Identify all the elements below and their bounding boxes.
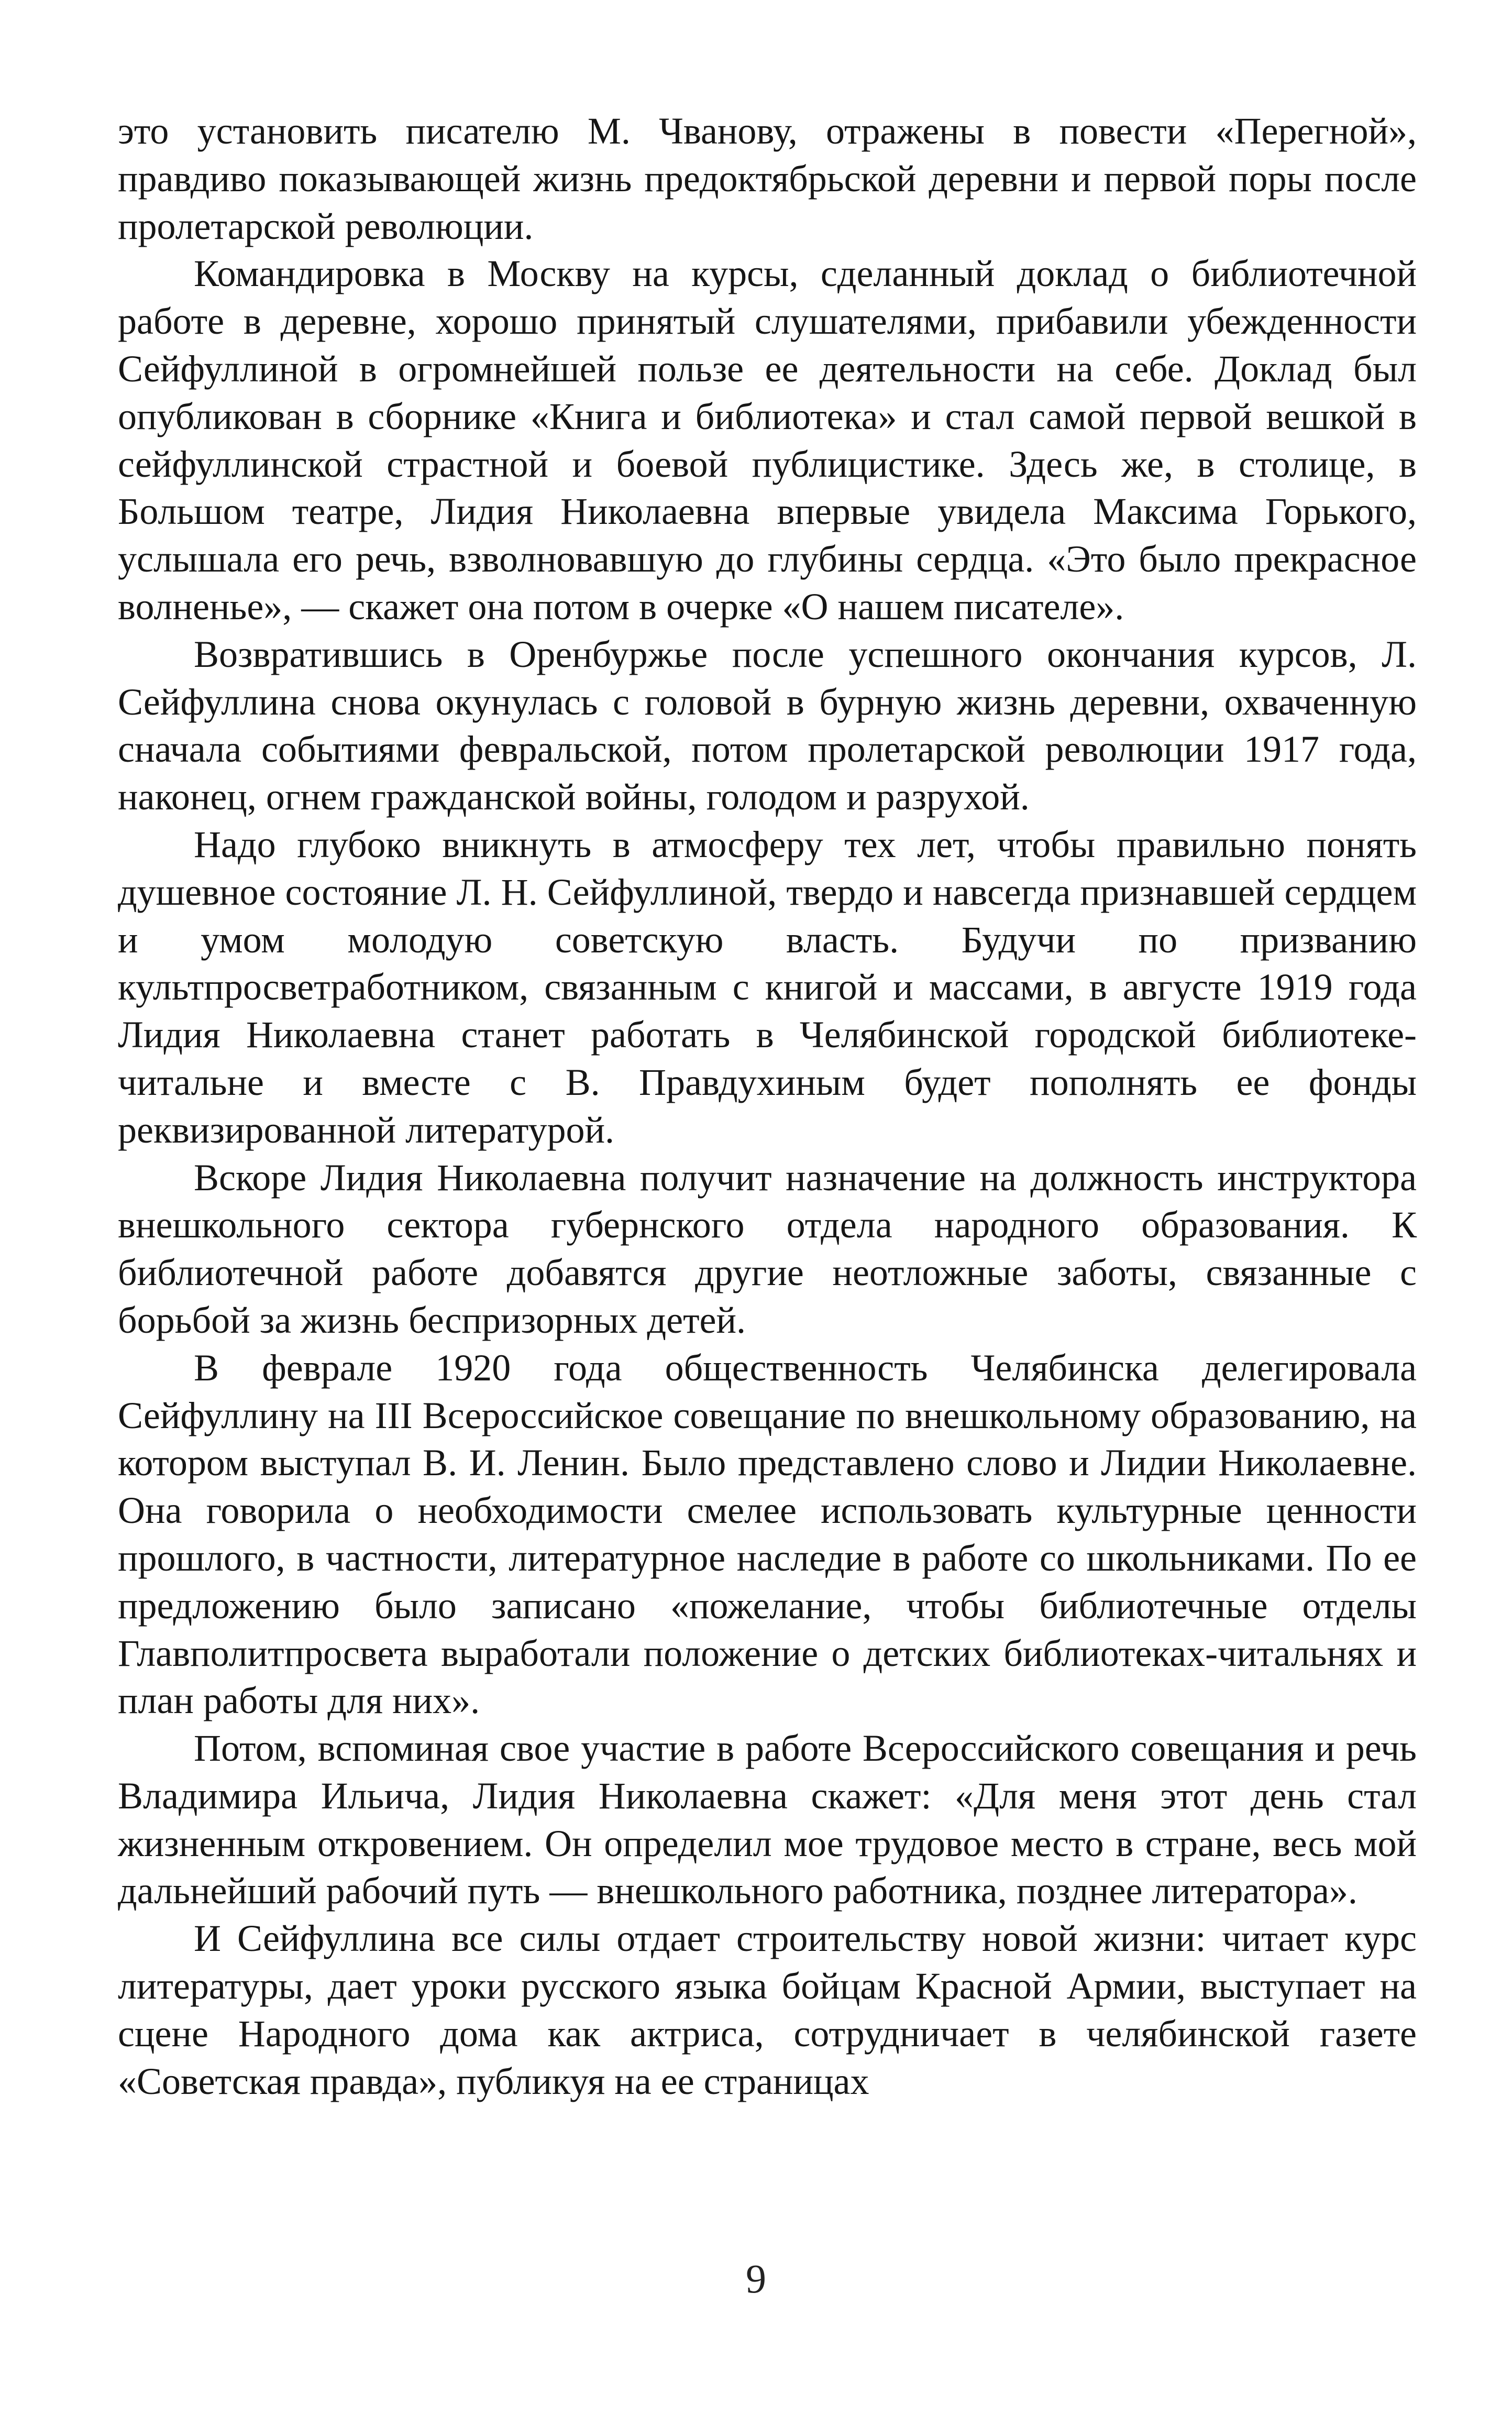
paragraph-instructor: Вскоре Лидия Николаевна получит назначение на должность инструктора внешкольного сектора губернского отдела народного образования. К библиотечной работе добавятся другие неотложные заботы, связанные с борьбой за жизнь беспризорных детей. [118,1156,1417,1341]
paragraph-continuation: это установить писателю М. Чванову, отражены в повести «Перегной», правдиво показывающей жизнь предоктябрьской деревни и первой поры после пролетарской революции. [118,110,1417,247]
paragraph-moscow-courses: Командировка в Москву на курсы, сделанный доклад о библиотечной работе в деревне, хорошо принятый слушателями, прибавили убежденности Сейфуллиной в огромнейшей пользе ее деятельности на себе. Доклад был опубликован в сборнике «Книга и библиотека» и стал самой первой вешкой в сейфуллинской страстной и боевой публицистике. Здесь же, в столице, в Большом театре, Лидия Николаевна впервые увидела Максима Горького, услышала его речь, взволновавшую до глубины сердца. «Это было прекрасное волненье», — скажет она потом в очерке «О нашем писателе». [118,253,1417,628]
page-text-body [118,107,1417,2105]
paragraph-return-orenburg: Возвратившись в Оренбуржье после успешного окончания курсов, Л. Сейфуллина снова окунулась с головой в бурную жизнь деревни, охваченную сначала событиями февральской, потом пролетарской революции 1917 года, наконец, огнем гражданской войны, голодом и разрухой. [118,633,1417,818]
paragraph-february-1920: В феврале 1920 года общественность Челябинска делегировала Сейфуллину на III Всероссийское совещание по внешкольному образованию, на котором выступал В. И. Ленин. Было представлено слово и Лидии Николаевне. Она говорила о необходимости смелее использовать культурные ценности прошлого, в частности, литературное наследие в работе со школьниками. По ее предложению было записано «пожелание, чтобы библиотечные отделы Главполитпросвета выработали положение о детских библиотеках-читальнях и план работы для них». [118,1346,1417,1722]
paragraph-recollection: Потом, вспоминая свое участие в работе Всероссийского совещания и речь Владимира Ильича, Лидия Николаевна скажет: «Для меня этот день стал жизненным откровением. Он определил мое трудовое место в стране, весь мой дальнейший рабочий путь — внешкольного работника, позднее литератора». [118,1727,1417,1912]
paragraph-new-life: И Сейфуллина все силы отдает строительству новой жизни: читает курс литературы, дает уроки русского языка бойцам Красной Армии, выступает на сцене Народного дома как актриса, сотрудничает в челябинской газете «Советская правда», публикуя на ее страницах [118,1917,1417,2102]
page-number: 9 [746,2256,766,2301]
paragraph-atmosphere: Надо глубоко вникнуть в атмосферу тех лет, чтобы правильно понять душевное состояние Л. Н. Сейфуллиной, твердо и навсегда признавшей сердцем и умом молодую советскую власть. Будучи по призванию культпросветработником, связанным с книгой и массами, в августе 1919 года Лидия Николаевна станет работать в Челябинской городской библиотеке-читальне и вместе с В. Правдухиным будет пополнять ее фонды реквизированной литературой. [118,823,1417,1151]
